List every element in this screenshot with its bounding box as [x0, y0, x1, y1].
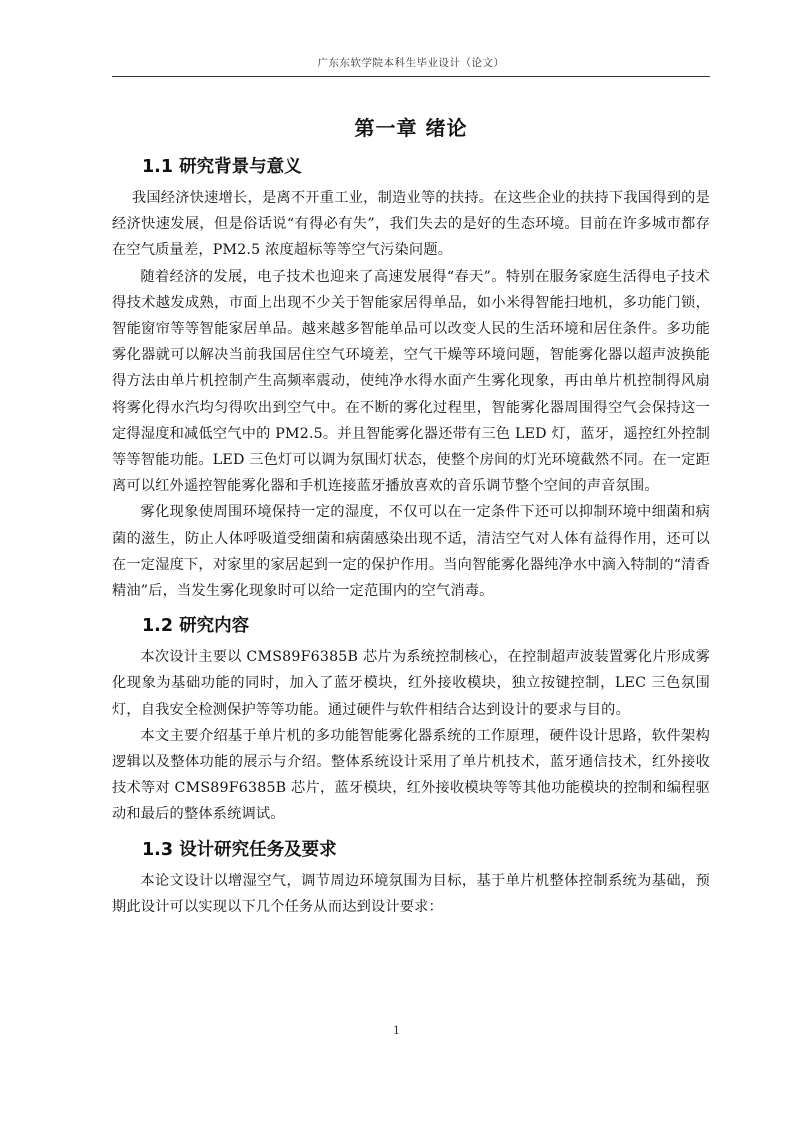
paragraph: 我国经济快速增长，是离不开重工业，制造业等的扶持。在这些企业的扶持下我国得到的是经济快速发展，但是俗话说“有得必有失”，我们失去的是好的生态环境。目前在许多城市都存在空气质量差，PM2.5 浓度超标等等空气污染问题。	[112, 190, 710, 259]
chapter-title: 第一章 绪论	[354, 116, 468, 140]
section-heading-1-1: 1.1 研究背景与意义	[142, 157, 302, 177]
header-rule	[112, 76, 710, 77]
running-header: 广东东软学院本科生毕业设计（论文）	[317, 57, 505, 69]
section-heading-1-3: 1.3 设计研究任务及要求	[142, 839, 337, 860]
paragraph: 本次设计主要以 CMS89F6385B 芯片为系统控制核心，在控制超声波装置雾化片形成雾化现象为基础功能的同时，加入了蓝牙模块，红外接收模块，独立按键控制，LEC 三色氛围灯，自我安全检测保护等等功能。通过硬件与软件相结合达到设计的要求与目的。	[112, 649, 710, 718]
body-content	[112, 149, 710, 920]
paragraph: 本论文设计以增湿空气，调节周边环境氛围为目标，基于单片机整体控制系统为基础，预期此设计可以实现以下几个任务从而达到设计要求：	[112, 872, 710, 915]
page-number: 1	[393, 1024, 400, 1037]
section-heading-1-2: 1.2 研究内容	[142, 616, 250, 637]
paragraph: 本文主要介绍基于单片机的多功能智能雾化器系统的工作原理，硬件设计思路，软件架构逻辑以及整体功能的展示与介绍。整体系统设计采用了单片机技术，蓝牙通信技术，红外接收技术等对 CMS89F6385B 芯片，蓝牙模块，红外接收模块等等其他功能模块的控制和编程驱动和最后的整体系统调试。	[112, 727, 710, 823]
paragraph: 随着经济的发展，电子技术也迎来了高速发展得“春天”。特别在服务家庭生活得电子技术得技术越发成熟，市面上出现不少关于智能家居得单品，如小米得智能扫地机，多功能门锁，智能窗帘等等智能家居单品。越来越多智能单品可以改变人民的生活环境和居住条件。多功能雾化器就可以解决当前我国居住空气环境差，空气干燥等环境问题，智能雾化器以超声波换能得方法由单片机控制产生高频率震动，使纯净水得水面产生雾化现象，再由单片机控制得风扇将雾化得水汽均匀得吹出到空气中。在不断的雾化过程里，智能雾化器周围得空气会保持这一定得湿度和减低空气中的 PM2.5。并且智能雾化器还带有三色 LED 灯，蓝牙，遥控红外控制等等智能功能。LED 三色灯可以调为氛围灯状态，使整个房间的灯光环境截然不同。在一定距离可以红外遥控智能雾化器和手机连接蓝牙播放喜欢的音乐调节整个空间的声音氛围。	[112, 268, 710, 495]
paragraph: 雾化现象使周围环境保持一定的湿度，不仅可以在一定条件下还可以抑制环境中细菌和病菌的滋生，防止人体呼吸道受细菌和病菌感染出现不适，清洁空气对人体有益得作用，还可以在一定湿度下，对家里的家居起到一定的保护作用。当向智能雾化器纯净水中滴入特制的“清香精油”后，当发生雾化现象时可以给一定范围内的空气消毒。	[112, 504, 710, 600]
